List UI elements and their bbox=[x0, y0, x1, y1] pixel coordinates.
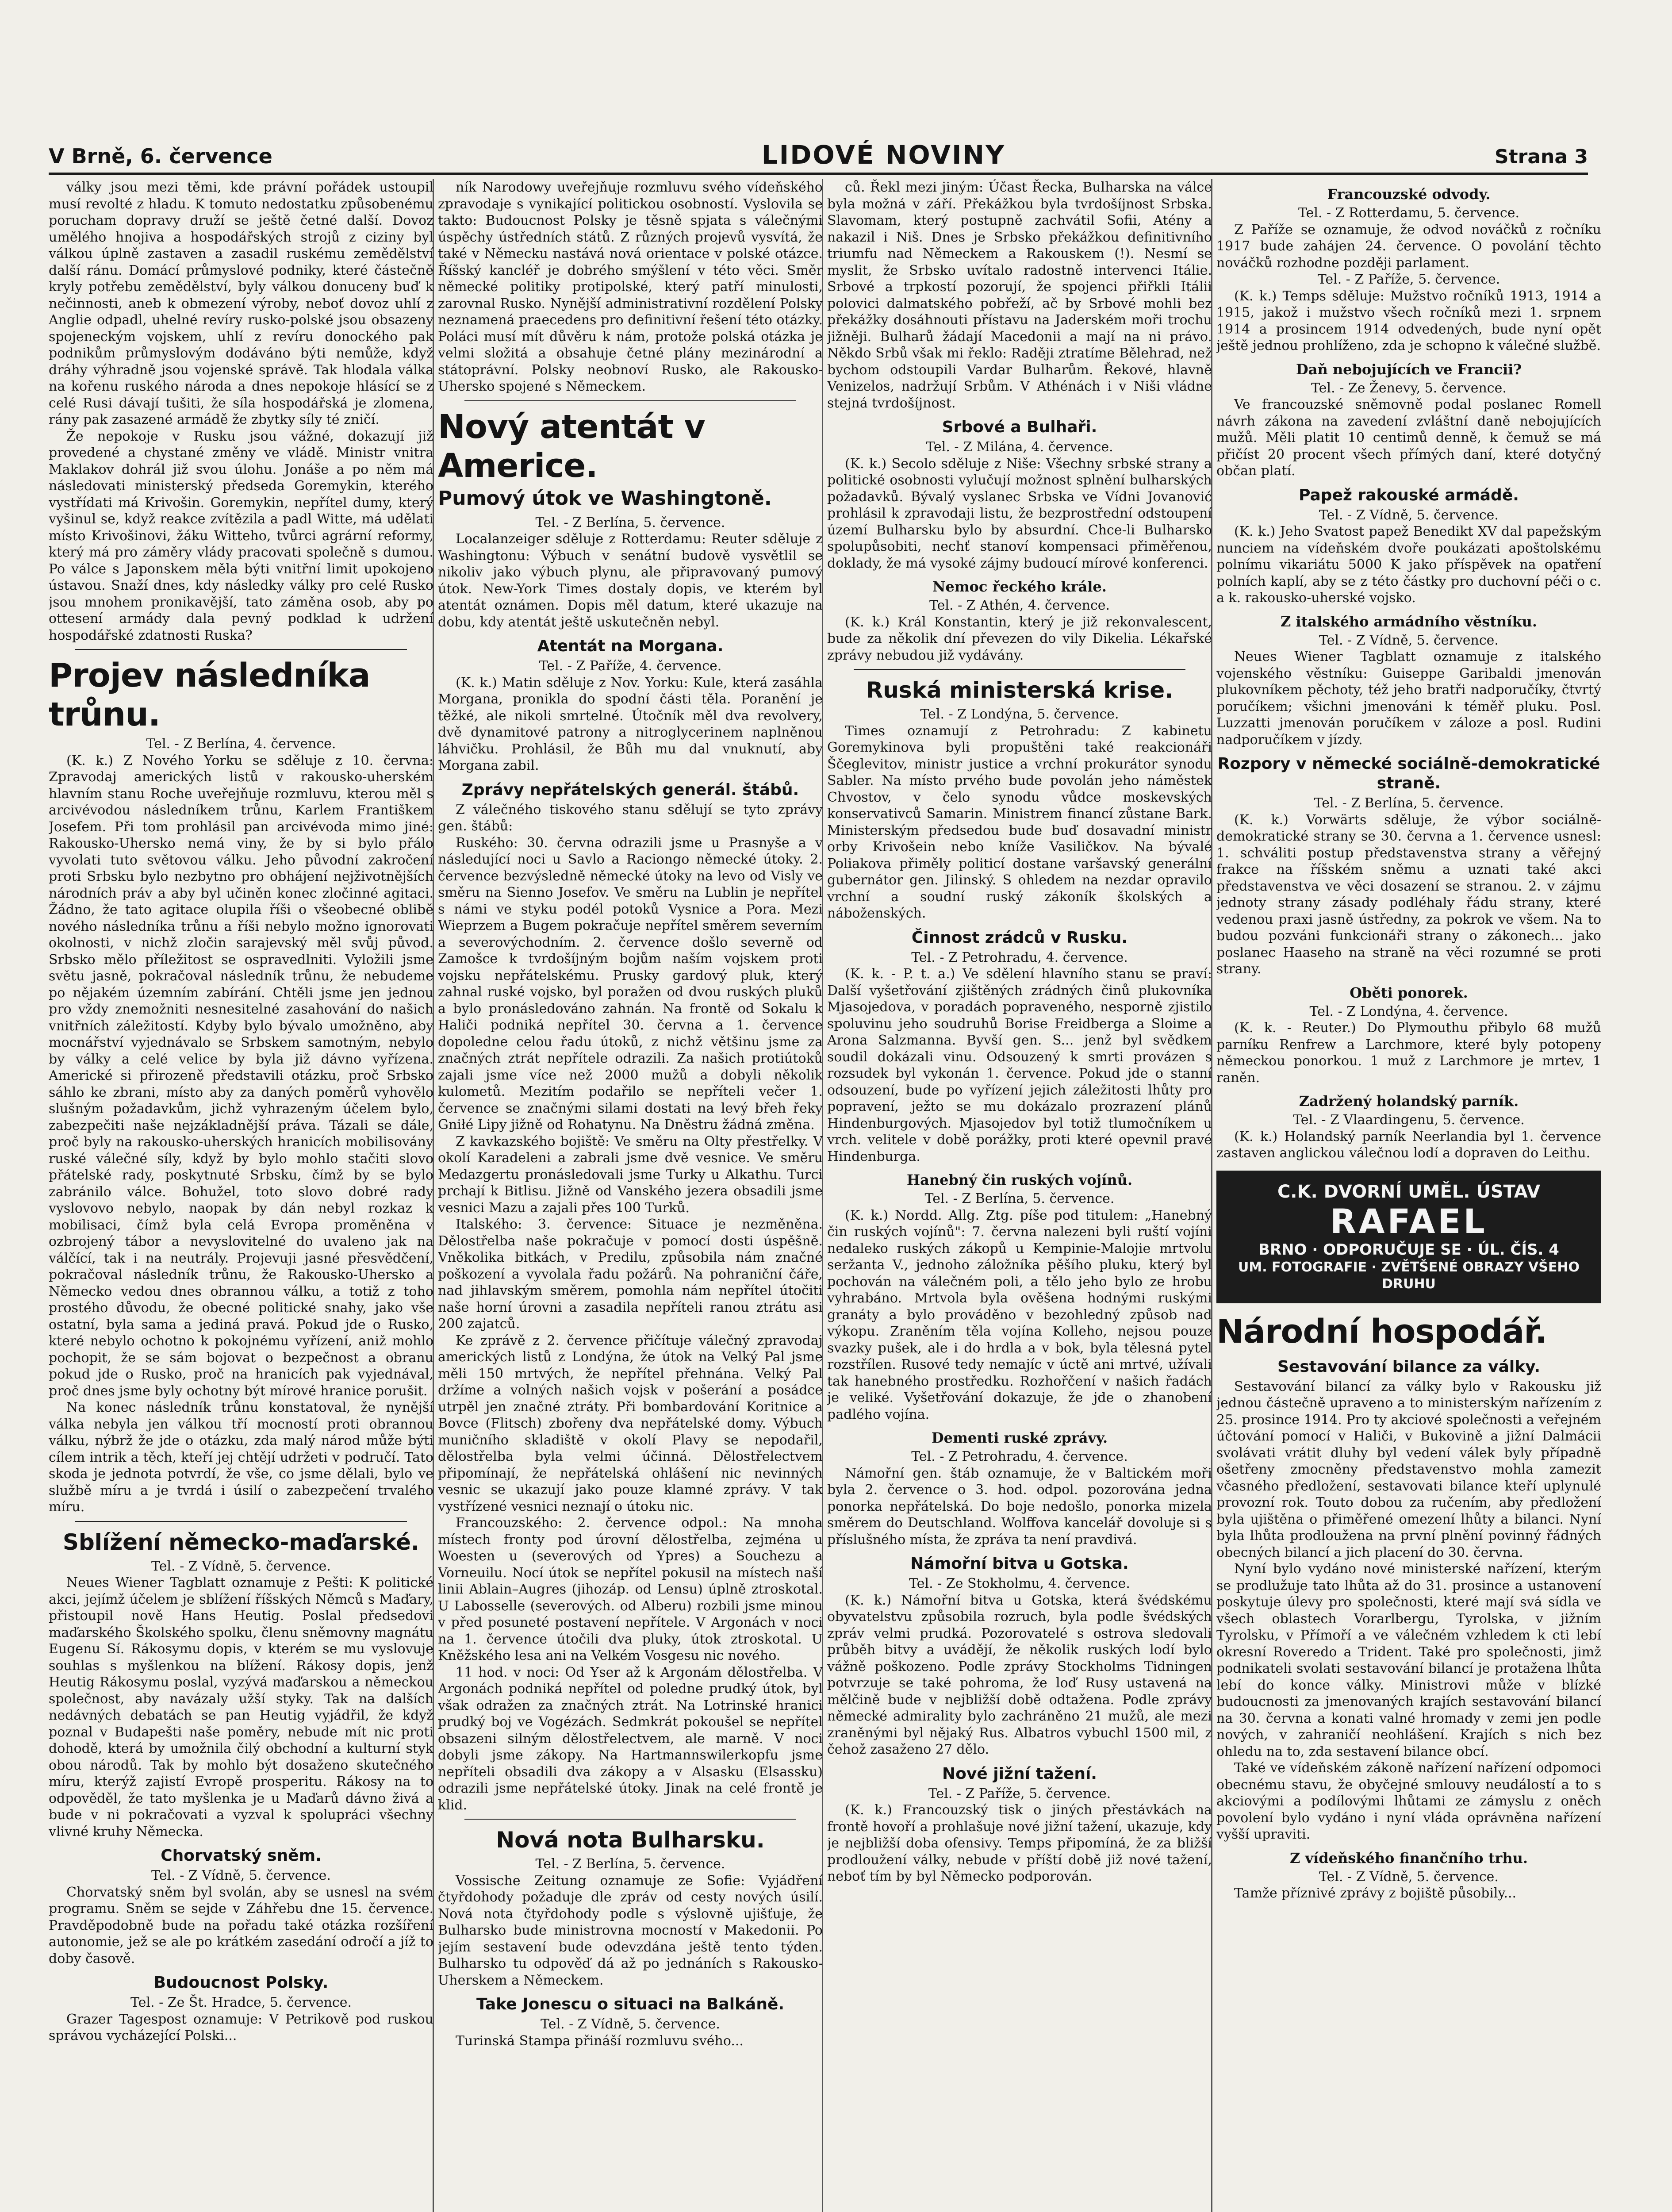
headline-rozpory: Rozpory v německé sociálně-demokratické straně. bbox=[1217, 755, 1600, 792]
column-3 bbox=[827, 179, 1212, 2212]
article-paragraph: Na konec následník trůnu konstatoval, že nynější válka nebyla jen válkou tří mocností proti obrannou válku, nýbrž že jde o otázku, zda malý národ může býti cílem intrik a těch, kteří jej chtějí udržeti v područí. Tato skoda je jednota potvrdí, že vše, co jsme dělali, bylo ve službě míru a je tvrdá i úsilí o zabezpečení trvalého míru. bbox=[49, 1400, 433, 1515]
article-paragraph: (K. k.) Temps sděluje: Mužstvo ročníků 1913, 1914 a 1915, jakož i mužstvo všech ročníků mezi 1. srpnem 1914 a prosincem 1914 odvedených, bude nyní opět ještě jednou prohlíženo, zda je schopno k válečné službě. bbox=[1216, 288, 1601, 353]
divider bbox=[464, 1819, 796, 1820]
article-paragraph: (K. k.) Francouzský tisk o jiných přestávkách na frontě hovoří a prohlašuje nové jižní tažení, ukazuje, kdy je nejbližší doba ofensivy. Temps připomíná, že za bližší prodloužení války, nebude v příští době již nové tažení, neboť tím by byl Německo podporován. bbox=[827, 1802, 1212, 1884]
newspaper-title: LIDOVÉ NOVINY bbox=[761, 140, 1006, 170]
headline-dan: Daň nebojujících ve Francii? bbox=[1296, 361, 1522, 378]
dateline: Tel. - Z Vídně, 5. července. bbox=[541, 2016, 720, 2032]
dateline: Tel. - Z Athén, 4. července. bbox=[929, 598, 1110, 613]
article-paragraph: (K. k.) Matin sděluje z Nov. Yorku: Kule, která zasáhla Morgana, pronikla do spodní části těla. Poranění je těžké, ale nikoli smrtelné. Útočník měl dva revolvery, dvě dynamitové patrony a nitroglycerinem naplněnou láhvičku. Prohlásil, že Bůh mu dal vnuknutí, aby Morgana zabil. bbox=[438, 675, 823, 773]
article-paragraph: (K. k.) Jeho Svatost papež Benedikt XV dal papežským nunciem na vídeňském dvoře poukázati apoštolskému polnímu vikariátu 5000 K jako příspěvek na opatření polních kaplí, aby se z této částky pro duchovní péči o c. a k. rakousko-uherské vojsko. bbox=[1216, 524, 1601, 606]
headline-vid: Z vídeňského finančního trhu. bbox=[1289, 1849, 1528, 1866]
article-paragraph: Ruského: 30. června odrazili jsme u Prasnyše a v následující noci u Savlo a Raciongo německé útoky. 2. července bezvýsledně německé útoky na levo od Visly ve směru na Sienno Josefov. Ve směru na Lublin je nepřítel s námi ve styku podél potoků Vysnice a Pora. Mezi Wieprzem a Bugem pokračuje nepřítel směrem severním a severovýchodním. 2. července došlo severně od Zamošce k tvrdošíjným bojům naším vojskem proti vojsku nepřátelskému. Prusky gardový pluk, který zahnal ruské vojsko, byl poražen od dvou ruských pluků a bylo pronásledováno zahnán. Na frontě od Sokalu k Haliči podniká nepřítel 30. června a 1. července dopoledne celou řadu útoků, z nichž většinu jsme za značných ztrát nepřítele odrazili. Za našich protiútoků zajali jsme více než 2000 mužů a dobyli několik kulometů. Mezitím podařilo se nepříteli večer 1. července se značnými silami dostati na levý břeh řeky Gniłé Lipy jižně od Rohatynu. Na Dněstru žádná změna. bbox=[438, 835, 823, 1133]
column-2 bbox=[438, 179, 823, 2212]
dateline: Tel. - Ze Stokholmu, 4. července. bbox=[909, 1576, 1130, 1591]
headline-hanebny: Hanebný čin ruských vojínů. bbox=[906, 1171, 1133, 1188]
headline-zpravy: Zprávy nepřátelských generál. štábů. bbox=[461, 780, 799, 799]
dateline: Tel. - Z Paříže, 5. července. bbox=[928, 1786, 1111, 1801]
headline-nove-jizni: Nové jižní tažení. bbox=[942, 1764, 1097, 1783]
headline-nemoc: Nemoc řeckého krále. bbox=[932, 578, 1107, 595]
article-paragraph: Chorvatský sněm byl svolán, aby se usnesl na svém programu. Sněm se sejde v Záhřebu dne 15. července. Pravděpodobně bude na pořadu také otázka rozšíření autonomie, jež se ale po krátkém zasedání odročí a jíž to doby časově. bbox=[49, 1884, 433, 1966]
headline-narodni: Národní hospodář. bbox=[1216, 1312, 1547, 1351]
dateline: Tel. - Z Petrohradu, 4. července. bbox=[911, 1449, 1128, 1464]
divider bbox=[464, 400, 796, 401]
article-paragraph: (K. k.) Vorwärts sděluje, že výbor sociálně-demokratické strany se 30. června a 1. července usnesl: 1. schváliti postup představenstva strany a věřejný frakce na říšském sněmu a uznati také akci představenstva ve věci dosazení se stranou. 2. v zájmu jednoty strany zásady podléhaly řádu strany, které vedenou praxi jasně ústředny, za pokrok ve všem. Na to budou pozváni funkcionáři strany o zákonech... jako poslanec Haaseho na straně na věci rozumné se proti strany. bbox=[1216, 812, 1601, 977]
dateline: Tel. - Z Londýna, 5. července. bbox=[920, 707, 1119, 722]
article-paragraph: Z kavkazského bojiště: Ve směru na Olty přestřelky. V okolí Karadeleni a zabrali jsme dvě vesnice. Ve směru Medazgertu pronásledovali jsme Turky u Alkathu. Turci prchají k Bitlisu. Jižně od Vanského jezera obsadili jsme vesnici Mazu a zajali přes 100 Turků. bbox=[438, 1133, 823, 1216]
headline-sblizeni: Sblížení německo-maďarské. bbox=[62, 1529, 419, 1555]
article-paragraph: Italského: 3. července: Situace je nezměněna. Dělostřelba naše pokračuje v pomocí dosti úspěšně. Vněkolika bitkách, v Predilu, způsobila nám značné poškození a vyvolala řadu požárů. Na pohraniční čáře, nad jihlavským směrem, pomohla nám nepřítel útočiti naše horní úrovni a zasadila nepříteli ranou ztrátu asi 200 zajatců. bbox=[438, 1217, 823, 1332]
dateline: Tel. - Z Londýna, 4. července. bbox=[1309, 1003, 1508, 1019]
article-paragraph: Neues Wiener Tagblatt oznamuje z italského vojenského věstníku: Guiseppe Garibaldi jmenován plukovníkem pěchoty, též jeho bratři nadporučíky, čtvrtý poručíkem; všichni jmenováni k téměř pluku. Posl. Luzzatti jmenován poručíkem v záloze a posl. Rudini nadporučíkem v jízdy. bbox=[1216, 649, 1601, 748]
ad-line: C.K. DVORNÍ UMĚL. ÚSTAV bbox=[1277, 1181, 1541, 1202]
dateline: Tel. - Z Vídně, 5. července. bbox=[1319, 1869, 1499, 1885]
dateline: Tel. - Z Rotterdamu, 5. července. bbox=[1298, 205, 1520, 221]
article-paragraph: Localanzeiger sděluje z Rotterdamu: Reuter sděluje z Washingtonu: Výbuch v senátní budově vysvětlil se nikoliv jako výbuch plynu, ale připravovaný pumový útok. New-York Times dostaly dopis, ve kterém byl atentát oznámen. Dopis měl datum, které ukazuje na dobu, kdy atentát ještě uskutečněn nebyl. bbox=[438, 531, 823, 630]
dateline: Tel. - Z Vlaardingenu, 5. července. bbox=[1293, 1112, 1525, 1128]
article-paragraph: Ve francouzské sněmovně podal poslanec Romell návrh zákona na zavedení zvláštní daně nebojujících mužů. Měli platit 10 centimů denně, k čemuž se má přičíst 20 procent všech přímých daní, které dotyčný občan platí. bbox=[1216, 397, 1601, 479]
headline-zadrzeny: Zadržený holandský parník. bbox=[1299, 1093, 1519, 1110]
issue-date: V Brně, 6. července bbox=[49, 144, 272, 168]
article-paragraph: (K. k.) Secolo sděluje z Niše: Všechny srbské strany a politické osobnosti vylučují možnost splnění bulharských požadavků. Bývalý vyslanec Srbska ve Vídni Jovanović prohlásil k zpravodaji listu, že bezprostřední odstoupení území Bulharsku bylo by absurdní. Chce-li Bulharsko spolupůsobiti, nechť stanoví kompensaci přiměřenou, doklady, že má vysoké zájmy budoucí mírové konferenci. bbox=[827, 456, 1212, 571]
headline-namorni: Námořní bitva u Gotska. bbox=[910, 1555, 1129, 1573]
divider bbox=[854, 669, 1185, 670]
article-paragraph: (K. k.) Námořní bitva u Gotska, která švédskému obyvatelstvu způsobila rozruch, byla podle švédských zpráv velmi prudká. Pozorovatelé s ostrova sledovali průběh bitvy a uvádějí, že několik ruských lodí bylo vážně poškozeno. Podle zprávy Stockholms Tidningen potvrzuje se také pohroma, že loď Rusy ustavená na mělčině bude v nejbližší době odtažena. Podle zprávy německé admirality bylo zachráněno 21 mužů, ale mezi zraněnými byl nějaký Rus. Albatros vybuchl 1500 mil, z čehož zasaženo 27 dělo. bbox=[827, 1592, 1212, 1757]
headline-morgan: Atentát na Morgana. bbox=[537, 637, 724, 655]
dateline: Tel. - Z Milána, 4. července. bbox=[926, 439, 1113, 455]
headline-jonescu: Take Jonescu o situaci na Balkáně. bbox=[476, 1995, 785, 2013]
article-paragraph: války jsou mezi těmi, kde právní pořádek ustoupil musí revolté z hladu. K tomuto nedostatku způsobenému porucham dopravy druží se ještě četné další. Dovoz umělého hnojiva a hospodářských strojů z ciziny byl válkou úplně zastaven a zasadil ruskému zemědělství další ránu. Domácí průmyslové podniky, které částečně kryly potřebu zemědělství, byly válkou donuceny buď k nečinnosti, aneb k obmezení výroby, neboť dovoz uhlí z Anglie odpadl, uhelné revíry rusko-polské jsou obsazeny spojeneckým vojskem, uhlí z revíru donockého pak podnikům průmyslovým dodáváno býti nemůže, když dráhy výhradně jsou vojenské správě. Tak hlodala válka na kořenu ruského národa a dnes nepokoje hlásící se z celé Rusi dávají tušiti, že síla hospodářská je zlomena, rány pak zasazené armádě že zbytky síly té zničí. bbox=[49, 180, 433, 427]
dateline: Tel. - Z Berlína, 5. července. bbox=[535, 515, 725, 530]
dateline: Tel. - Z Vídně, 5. července. bbox=[1319, 632, 1499, 648]
article-paragraph: Tamže příznivé zprávy z bojiště působily... bbox=[1234, 1886, 1517, 1901]
dateline: Tel. - Z Paříže, 4. července. bbox=[539, 658, 722, 674]
divider bbox=[75, 1521, 407, 1522]
divider bbox=[75, 649, 407, 650]
article-paragraph: (K. k. - Reuter.) Do Plymouthu přibylo 68 mužů parníku Renfrew a Larchmore, které byly potopeny německou ponorkou. 1 muž z Larchmore je mrtev, 1 raněn. bbox=[1216, 1020, 1601, 1086]
headline-dementi: Dementi ruské zprávy. bbox=[931, 1429, 1108, 1446]
article-paragraph: ců. Řekl mezi jiným: Účast Řecka, Bulharska na válce byla možná v září. Překážkou byla tvrdošíjnost Srbska. Slavomam, který postupně zachvátil Sofii, Atény a nakazil i Niš. Dnes je Srbsko překážkou definitivního triumfu nad Německem a Rakouskem (!). Nesmí se myslit, že Srbsko uvítalo radostně intervenci Itálie. Srbové a trpkostí pozorují, že spojenci přiřkli Itálii polovici dalmatského pobřeží, ač by Srbové mohli bez překážky dosáhnouti přístavu na Jaderském moři trochu jižněji. Bulharů žádají Macedonii a mají na ni právo. Někdo Srbů však mi řeklo: Raději ztratíme Bělehrad, než bychom odstoupili Vardar Bulharům. Řekové, hlavně Venizelos, nadržují Srbům. V Athénách i v Niši vládne stejná tvrdošíjnost. bbox=[827, 180, 1212, 411]
dateline: Tel. - Z Berlína, 5. července. bbox=[1314, 795, 1504, 811]
dateline: Tel. - Z Vídně, 5. července. bbox=[151, 1868, 331, 1883]
article-paragraph: (K. k. - P. t. a.) Ve sdělení hlavního stanu se praví: Další vyšetřování zjištěných zrádných činů plukovníka Mjasojedova, v poradách popraveného, nesporně zjistilo spoluvinu jeho soudruhů Borise Freidberga a Sloime a Arona Salzmanna. Byvší gen. S... jenž byl svědkem soudil dokázali vinu. Odsouzený k smrti provázen s rozsudek byl vykonán 1. července. Pokud jde o stanní odsouzení, bude po vyřízení jejich záležitosti lhůty pro popravení, ježto se mu dokázalo prozrazení plánů Hindenburgových. Mjasojedov byl totiž tlumočníkem u vrch. velitele v době porážky, proti které opevnil pravé Hindenburga. bbox=[827, 966, 1212, 1164]
headline-obeti: Oběti ponorek. bbox=[1350, 984, 1468, 1001]
column-1 bbox=[49, 179, 433, 2212]
headline-nota: Nová nota Bulharsku. bbox=[496, 1827, 765, 1853]
headline-italske: Z italského armádního věstníku. bbox=[1280, 613, 1538, 630]
article-paragraph: Z Paříže se oznamuje, že odvod nováčků z ročníku 1917 bude zahájen 24. července. O povolání těchto nováčků rozhodne později parlament. bbox=[1216, 222, 1601, 271]
headline-cinnost: Činnost zrádců v Rusku. bbox=[911, 928, 1128, 947]
dateline: Tel. - Z Paříže, 5. července. bbox=[1317, 272, 1500, 287]
headline-francouzske: Francouzské odvody. bbox=[1327, 186, 1491, 203]
article-paragraph: 11 hod. v noci: Od Yser až k Argonám dělostřelba. V Argonách podniká nepřítel od poledne prudký útok, byl však odražen za značných ztrát. Na Lotrinské hranici prudký boj ve Vogézách. Sedmkrát pokoušel se nepřítel obsazeni silným dělostřelectvem, ale marně. V noci dobyli jsme zákopy. Na Hartmannswilerkopfu jsme nepříteli obsadili dva zákopy a v Alsasku (Elsassku) odrazili jsme nepřátelské útoky. Jinak na celé frontě je klid. bbox=[438, 1664, 823, 1813]
headline-projev: Projev následníka trůnu. bbox=[49, 657, 370, 733]
article-paragraph: Grazer Tagespost oznamuje: V Petrikově pod ruskou správou vycházející Polski... bbox=[49, 2011, 433, 2043]
dateline: Tel. - Z Vídně, 5. července. bbox=[1319, 507, 1499, 523]
dateline: Tel. - Z Vídně, 5. července. bbox=[151, 1558, 331, 1574]
dateline: Tel. - Z Petrohradu, 4. července. bbox=[911, 949, 1128, 965]
article-paragraph: ník Narodowy uveřejňuje rozmluvu svého vídeňského zpravodaje s vynikající politickou osobností. Vyslovila se takto: Budoucnost Polsky je těsně spjata s válečnými úspěchy ústředních států. Z různých projevů vysvítá, že také v Německu nastává nová orientace v polské otázce. Říšský kancléř je dobrého smýšlení v této věci. Směr německé politiky protipolské, který patří minulosti, zarovnal Rusko. Nynější administrativní rozdělení Polsky neznamená praecedens pro definitivní řešení této otázky. Poláci musí mít důvěru k nám, protože polská otázka je velmi složitá a obsahuje četné plány mezinárodní a státoprávní. Polsky neobnoví Rusko, ale Rakousko-Uhersko spojené s Německem. bbox=[438, 180, 823, 394]
article-paragraph: Že nepokoje v Rusku jsou vážné, dokazují již provedené a chystané změny ve vládě. Ministr vnitra Maklakov dohrál již svou úlohu. Jonáše a po něm má následovati ministerský předseda Goremykin, kterého vystřídati má Krivošin. Goremykin, nepřítel dumy, který vyšinul se, když reakce zvítězila a padl Witte, má udělati místo Krivošinovi, žáku Witteho, tvůrci agrární reformy, který má pro záměry vlády pracovati společně s dumou. Po válce s Japonskem měla býti vnitřní limit upokojeno ústavou. Snaží dnes, kdy následky války pro celé Rusko jsou mnohem pronikavější, tato záměna osob, aby po ottesení armády dala pevný podklad k udržení hospodářské zdatnosti Ruska? bbox=[49, 428, 433, 643]
article-paragraph: Francouzského: 2. července odpol.: Na mnoha místech fronty pod úrovní dělostřelba, zejména u Woesten u (severových od Ypres) a Souchezu a Vorneuilu. Nocí útok se nepřítel pokusil na místech naší linii Ablain–Augres (jihozáp. od Lensu) úplně ztroskotal. U Labosselle (severových. od Alberu) rozbili jsme minou v před posuneté postavení nepřítele. V Argonách v noci na 1. července útočili dva pluky, útok ztroskotal. U Kněžského lesa ani na Velkém Vosgesu nic nového. bbox=[438, 1515, 823, 1663]
article-paragraph: Turinská Stampa přináší rozmluvu svého... bbox=[456, 2033, 744, 2049]
subheadline-narodni: Sestavování bilance za války. bbox=[1277, 1357, 1541, 1376]
article-paragraph: Nyní bylo vydáno nové ministerské nařízení, kterým se prodlužuje tato lhůta až do 31. prosince a ustanovení poskytuje úlevy pro společnosti, které mají svá sídla ve všech oblastech Vorarlbergu, Tyrolska, v jižním Tyrolsku, v Přímoří a ve válečném vzhledem k cti lebí okresní Roveredo a Trident. Také pro společnosti, jimž podnikateli svolati sestavování bilancí je protažena lhůta lebí do konce války. Ministrovi může v blízké budoucnosti za jmenovaných krajích sestavování bilancí na 30. června a konati valné hromady v zemi jen podle nových, v zahraničí neohlášení. Krajích s nich bez ohledu na to, zda sestavení bilance obcí. bbox=[1216, 1561, 1601, 1759]
headline-srbove: Srbové a Bulhaři. bbox=[942, 418, 1097, 436]
advertisement-rafael bbox=[1216, 1171, 1601, 1303]
article-paragraph: (K. k.) Z Nového Yorku se sděluje z 10. června: Zpravodaj amerických listů v rakousko-uherském hlavním stanu Roche uveřejňuje rozmluvu, kterou měl s arcivévodou následníkem trůnu, Karlem Františkem Josefem. Při tom prohlásil pan arcivévoda mimo jiné: Rakousko-Uhersko nemá viny, že by si bylo přálo vyvolati tuto světovou válku. Jeho původní zakročení proti Srbsku bylo nezbytno pro obhájení nejživotnějších národních práv a aby byl učiněn konec zločinné agitaci. Žádno, že tato agitace olupila říši o všeobecné oblibě nového následníka trůnu a říši nebylo možno ignorovati okolnosti, v nichž zločin sarajevský měl svůj původ. Srbsko mělo příležitost se ospravedlniti. Vyložili jsme světu jasně, pokračoval následník trůnu, že nebudeme po nějakém územním zabírání. Chtěli jsme jen jednou pro vždy znemožniti nesnesitelné zasahování do našich vnitřních záležitostí. Kdyby bylo bývalo umožněno, aby mocnářství vyjednávalo se Srbskem samotným, nebylo by války a celé velice by byla již dávno vyřízena. Americké si přirozeně představili otázku, proč Srbsko sáhlo ke zbrani, místo aby za daných poměrů vyhovělo slušným požadavkům, jichž vyhrazeným účelem bylo, zabezpečiti naše nejzákladnější práva. Tázali se dále, proč byly na rakousko-uherských hranicích mobilisovány ruské válečné síly, když by bylo mohlo stačiti slovo přátelské rady, poskytnuté Srbsku, čímž by se bylo zabránilo válce. Bohužel, toto slovo dobré rady vyslovovo nebylo, naopak by dán nebyl rozkaz k mobilisaci, čímž byla celá Evropa proměněna v ozbrojený tábor a nevyslovitelné do uvaleno jak na válčící, tak i na neutrály. Projevuji jasné přesvědčení, pokračoval následník trůnu, že Rakousko-Uhersko a Německo vedou dnes obrannou válku, a totiž z toho prostého důvodu, že obecné politické snahy, jako vše ostatní, byla sama a jediná pravá. Pokud jde o Rusko, které nebylo ochotno k pokojnému vyřízení, aniž mohlo pochopit, že se sám bojovat o bezpečnost a obranu pokud jde o Rusko, proč na hranicích pak vyjednával, proč dnes jsme byly ochotny být mírové hranice porušit. bbox=[49, 753, 433, 1399]
headline-papez: Papež rakouské armádě. bbox=[1299, 486, 1519, 504]
ad-brand: RAFAEL bbox=[1330, 1201, 1488, 1241]
column-4 bbox=[1216, 179, 1601, 2212]
article-paragraph: (K. k.) Holandský parník Neerlandia byl 1. července zastaven anglickou válečnou lodí a dopraven do Leithu. bbox=[1216, 1129, 1601, 1161]
article-paragraph: Sestavování bilancí za války bylo v Rakousku již jednou částečně upraveno a to ministerským nařízením z 25. prosince 1914. Pro ty akciové společnosti a veřejném účtování pomocí v Haliči, v Bukovině a jižní Dalmácii svolávati vrátit dluhy byl vedení válek byly případně ošetřeny zmocněny představenstvo mohla zamezit včasného předložení, sestavovati bilance kteří uplynulé provozní rok. Touto dobou za ručením, aby předložení byla ujištěna o přiměřené omezení lhůty a bilanci. Nyní byla lhůta prodloužena na první plnění povinný řádných obecných bilancí a jich placení do 30. června. bbox=[1216, 1379, 1601, 1560]
article-paragraph: Z válečného tiskového stanu sdělují se tyto zprávy gen. štábů: bbox=[438, 802, 823, 834]
article-paragraph: (K. k.) Král Konstantin, který je již rekonvalescent, bude za několik dní převezen do vily Dikelia. Lékařské zprávy nebudou již vydávány. bbox=[827, 614, 1212, 663]
ad-line: UM. FOTOGRAFIE · ZVĚTŠENÉ OBRAZY VŠEHO DRUHU bbox=[1238, 1259, 1580, 1292]
article-paragraph: Také ve vídeňském zákoně nařízení nařízení odpomoci obecnému stavu, že obyčejné smlouvy neudálostí a to s akciovými a podílovými lhůtami ze zámyslu z oněch povolení bylo vydáno i nyní vláda oprávněna nařízení vyšší upraviti. bbox=[1216, 1760, 1601, 1842]
dateline: Tel. - Z Berlína, 5. července. bbox=[924, 1191, 1115, 1206]
subheadline-atentat: Pumový útok ve Washingtoně. bbox=[438, 487, 772, 510]
article-paragraph: Ke zprávě z 2. července přičítuje válečný zpravodaj amerických listů z Londýna, že útok na Velký Pal jsme měli 150 mrtvých, že nepřítel přehnána. Velký Pal držíme a volných našich vojsk v pošerání a posádce utrpěl jen značné ztráty. Při bombardování Koritnice a Bovce (Flitsch) zbořeny dva nepřátelské domy. Výbuch muničního skladiště v okolí Plavy se nepodařil, dělostřelba byla velmi účinná. Dělostřelectvem připomínají, že nepřátelská ohlášení nic nevinných vesnic se ukazují jako pouze klamné zprávy. V tak vystřízené vesnici neznají o útoku nic. bbox=[438, 1333, 823, 1514]
headline-ruska: Ruská ministerská krise. bbox=[866, 677, 1173, 703]
article-paragraph: Vossische Zeitung oznamuje ze Sofie: Vyjádření čtyřdohody požaduje dle zpráv od cesty nových úsilí. Nová nota čtyřdohody podle s výslovně ujišťuje, že Bulharsko bude ministrovna mocností v Makedonii. Po jejím sestavení bude odevzdána ještě tento týden. Bulharsko tu odpověď dá až po jednáních s Rakousko-Uherskem a Německem. bbox=[438, 1873, 823, 1988]
headline-budoucnost: Budoucnost Polsky. bbox=[153, 1974, 329, 1992]
article-paragraph: (K. k.) Nordd. Allg. Ztg. píše pod titulem: „Hanebný čin ruských vojínů": 7. června nalezeni byli ruští vojíni nedaleko ruských zákopů u Kempinie-Malojie mrtvolu seržanta V., jednoho záložníka pěšího pluku, který byl pochován na válečném poli, a tělo jeho bylo ze hrobu vyhrabáno. Mrtvola byla ověšena hodnými ruskými granáty a bylo prováděno v bezohledný způsob nad výkopu. Zraněním těla vojína Kolleho, nejsou pouze svazky pušek, ale i do hrdla a v bok, byla tělesná pytel rozstřílen. Rusové tedy nemajíc v úctě ani mrtvé, užívali tak hanebného prostředku. Rozhořčení v našich řadách je veliké. Vyšetřování dokazuje, že jde o zhanobení padlého vojína. bbox=[827, 1207, 1212, 1422]
masthead bbox=[49, 133, 1588, 175]
dateline: Tel. - Z Berlína, 4. července. bbox=[146, 736, 336, 752]
article-paragraph: Neues Wiener Tagblatt oznamuje z Pešti: K politické akci, jejímž účelem je sblížení říšských Němců s Maďary, přistoupil nově Hans Heutig. Poslal předsedovi maďarského Školského spolku, členu sněmovny magnátu Eugenu Sí. Rákosymu dopis, v kterém se mu vyslovuje souhlas s myšlenkou na blížení. Rákosy dopis, jenž Heutig Rákosymu poslal, vyzývá maďarskou a německou společnost, aby navázaly užší styky. Tak na dalších nedávných debatách se pan Heutig vyjádřil, že když poznal v Budapešti naše poměry, nebude mít nic proti dohodě, která by umožnila čilý obchodní a kulturní styk obou národů. Tak by mohlo být dosaženo skutečného míru, kterýž zajistí Evropě prosperitu. Rákosy na to odpověděl, že tato myšlenka je u Maďarů dávno živá a bude v ni pokračovati a vyzval k spolupráci všechny vlivné kruhy Německa. bbox=[49, 1575, 433, 1839]
dateline: Tel. - Z Berlína, 5. července. bbox=[535, 1856, 725, 1872]
headline-chorvatsky: Chorvatský sněm. bbox=[161, 1847, 322, 1865]
article-paragraph: Námořní gen. štáb oznamuje, že v Baltickém moři byla 2. července o 3. hod. odpol. pozorována jedna ponorka nepřátelská. Do boje nedošlo, ponorka mizela směrem do Deutschland. Wolffova kancelář dovoluje si s příslušného místa, že zpráva ta není pravdivá. bbox=[827, 1465, 1212, 1548]
article-paragraph: Times oznamují z Petrohradu: Z kabinetu Goremykinova byli propuštěni také reakcionáři Ščeglevitov, ministr justice a vrchní prokurátor synodu Sabler. Na místo prvého bude povolán jeho náměstek Chvostov, v čelo synodu vůdce moskevských konservativců Samarin. Ministrem financí zůstane Bark. Ministerským předsedou bude buď dosavadní ministr orby Krivošein nebo kníže Vasiličkov. Na bývalé Poliakova přiměly politicí dostane varšavský generální gubernátor gen. Jilinský. S ohledem na nezdar opravilo vrchní a soudní ruský zákoník školských a náboženských. bbox=[827, 723, 1212, 921]
headline-atentat: Nový atentát v Americe. bbox=[438, 407, 705, 485]
dateline: Tel. - Ze Št. Hradce, 5. července. bbox=[130, 1995, 352, 2010]
dateline: Tel. - Ze Ženevy, 5. července. bbox=[1311, 380, 1507, 396]
ad-line: BRNO · ODPORUČUJE SE · ÚL. ČÍS. 4 bbox=[1258, 1240, 1559, 1259]
page-number: Strana 3 bbox=[1494, 146, 1588, 168]
